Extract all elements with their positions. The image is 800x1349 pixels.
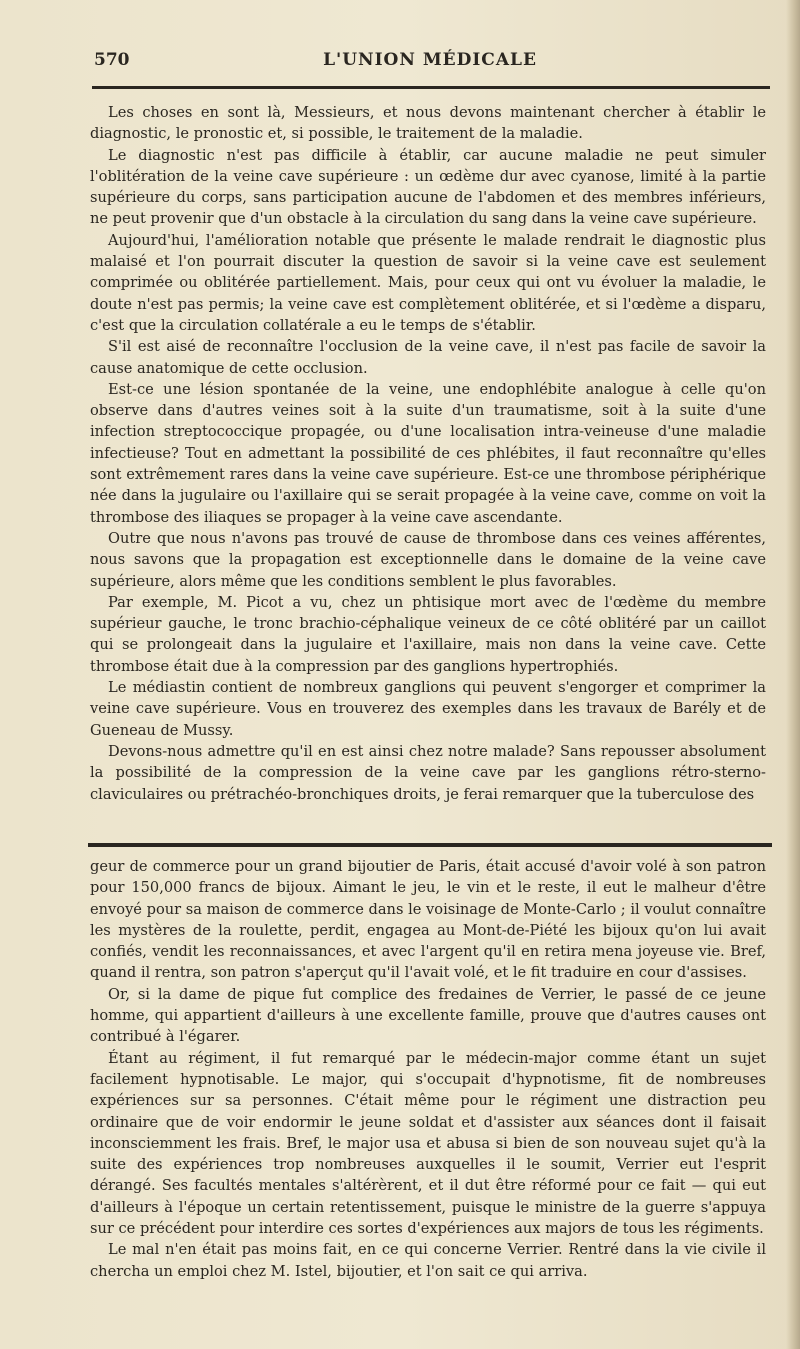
paragraph: geur de commerce pour un grand bijoutier de Paris, était accusé d'avoir volé à son patron pour 150,000 francs de bijoux. Aimant le jeu, le vin et le reste, il eut le malheur d'être envoyé pour sa maison de commerce dans le voisinage de Monte-Carlo ; il voulut connaître les mystères de la roulette, perdit, engagea au Mont-de-Piété les bijoux qu'on lui avait confiés, vendit les reconnaissances, et avec l'argent qu'il en retira mena joyeuse vie. Bref, quand il rentra, son patron s'aperçut qu'il l'avait volé, et le fit traduire en cour d'assises. xyxy=(90,858,766,982)
paragraph: Le mal n'en était pas moins fait, en ce qui concerne Verrier. Rentré dans la vie civile il chercha un emploi chez M. Istel, bijoutier, et l'on sait ce qui arriva. xyxy=(90,1241,766,1280)
feuilleton-separator xyxy=(88,843,772,847)
paragraph: Par exemple, M. Picot a vu, chez un phtisique mort avec de l'œdème du membre supérieur gauche, le tronc brachio-céphalique veineux de ce côté oblitéré par un caillot qui se prolongeait dans la jugulaire et l'axillaire, mais non dans la veine cave. Cette thrombose était due à la compression par des ganglions hypertrophiés. xyxy=(90,593,766,675)
paragraph: Est-ce une lésion spontanée de la veine, une endophlébite analogue à celle qu'on observe dans d'autres veines soit à la suite d'un traumatisme, soit à la suite d'une infection streptococcique propagée, ou d'une localisation intra-veineuse d'une maladie infectieuse? Tout en admettant la possibilité de ces phlébites, il faut reconnaître qu'elles sont extrêmement rares dans la veine cave supérieure. Est-ce une thrombose périphérique née dans la jugulaire ou l'axillaire qui se serait propagée à la veine cave, comme on voit la thrombose des iliaques se propager à la veine cave ascendante. xyxy=(90,380,766,526)
page-number: 570 xyxy=(94,50,130,70)
article-body xyxy=(90,102,766,805)
paragraph: Le diagnostic n'est pas difficile à établir, car aucune maladie ne peut simuler l'oblitération de la veine cave supérieure : un œdème dur avec cyanose, limité à la partie supérieure du corps, sans participation aucune de l'abdomen et des membres inférieurs, ne peut provenir que d'un obstacle à la circulation du sang dans la veine cave supérieure. xyxy=(90,146,766,228)
feuilleton-body xyxy=(90,856,766,1282)
journal-title: L'UNION MÉDICALE xyxy=(323,50,537,70)
paragraph: Outre que nous n'avons pas trouvé de cause de thrombose dans ces veines afférentes, nous savons que la propagation est exceptionnelle dans le domaine de la veine cave supérieure, alors même que les conditions semblent le plus favorables. xyxy=(90,529,766,590)
paragraph: Devons-nous admettre qu'il en est ainsi chez notre malade? Sans repousser absolument la possibilité de la compression de la veine cave par les ganglions rétro-sterno-claviculaires ou prétrachéo-bronchiques droits, je ferai remarquer que la tuberculose des xyxy=(90,742,766,803)
page-edge-shadow xyxy=(786,0,800,1349)
paragraph: S'il est aisé de reconnaître l'occlusion de la veine cave, il n'est pas facile de savoir la cause anatomique de cette occlusion. xyxy=(90,338,766,377)
paragraph: Or, si la dame de pique fut complice des fredaines de Verrier, le passé de ce jeune homme, qui appartient d'ailleurs à une excellente famille, prouve que d'autres causes ont contribué à l'égarer. xyxy=(90,985,766,1046)
paragraph: Aujourd'hui, l'amélioration notable que présente le malade rendrait le diagnostic plus malaisé et l'on pourrait discuter la question de savoir si la veine cave est seulement comprimée ou oblitérée partiellement. Mais, pour ceux qui ont vu évoluer la maladie, le doute n'est pas permis; la veine cave est complètement oblitérée, et si l'œdème a disparu, c'est que la circulation collatérale a eu le temps de s'établir. xyxy=(90,231,766,334)
paragraph: Les choses en sont là, Messieurs, et nous devons maintenant chercher à établir le diagnostic, le pronostic et, si possible, le traitement de la maladie. xyxy=(90,104,766,143)
paragraph: Étant au régiment, il fut remarqué par le médecin-major comme étant un sujet facilement hypnotisable. Le major, qui s'occupait d'hypnotisme, fit de nombreuses expériences sur sa personnes. C'était même pour le régiment une distraction peu ordinaire que de voir endormir le jeune soldat et d'assister aux séances dont il faisait inconsciemment les frais. Bref, le major usa et abusa si bien de son nouveau sujet qu'à la suite des expériences trop nombreuses auxquelles il le soumit, Verrier eut l'esprit dérangé. Ses facultés mentales s'altérèrent, et il dut être réformé pour ce fait — qui eut d'ailleurs à l'époque un certain retentissement, puisque le ministre de la guerre s'appuya sur ce précédent pour interdire ces sortes d'expériences aux majors de tous les régiments. xyxy=(90,1049,766,1238)
running-header xyxy=(90,50,770,78)
header-rule xyxy=(92,86,770,89)
paragraph: Le médiastin contient de nombreux ganglions qui peuvent s'engorger et comprimer la veine cave supérieure. Vous en trouverez des exemples dans les travaux de Barély et de Gueneau de Mussy. xyxy=(90,679,766,739)
